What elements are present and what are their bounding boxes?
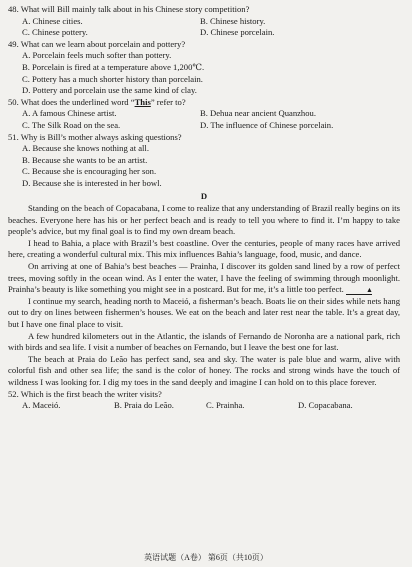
- question-50-stem: [8, 97, 400, 109]
- option-52-d: D. Copacabana.: [298, 400, 353, 411]
- passage-paragraph-3-text: On arriving at one of Bahia’s best beaches — Prainha, I discover its golden sand lined by a row of perfect trees, moving softly in the ocean wind. As I enter the water, I have the feeling of swimming through moonlight. Prainha’s beauty is like something you might see in a postcard. But for me, it’s a little too perfect.: [8, 261, 400, 295]
- question-51-options: [8, 143, 400, 189]
- option-52-a: A. Maceió.: [22, 400, 61, 411]
- option-50-a: A. A famous Chinese artist.: [22, 108, 117, 119]
- option-49-c: C. Pottery has a much shorter history than porcelain.: [22, 73, 203, 84]
- question-48-options: [8, 16, 400, 39]
- answer-blank: ▲: [346, 286, 372, 295]
- option-51-c: C. Because she is encouraging her son.: [22, 166, 157, 177]
- option-51-b: B. Because she wants to be an artist.: [22, 154, 148, 165]
- question-49: [8, 39, 400, 97]
- question-49-options: [8, 50, 400, 96]
- question-49-stem: 49. What can we learn about porcelain and pottery?: [8, 38, 186, 49]
- question-52-options: [8, 400, 400, 412]
- option-52-b: B. Praia do Leão.: [114, 400, 174, 411]
- option-50-c: C. The Silk Road on the sea.: [22, 119, 121, 130]
- option-49-a: A. Porcelain feels much softer than pottery.: [22, 50, 172, 61]
- page-footer: 英语试题（A卷） 第6页（共10页）: [144, 553, 268, 563]
- option-48-a: A. Chinese cities.: [22, 15, 83, 26]
- option-50-b: B. Dehua near ancient Quanzhou.: [200, 108, 316, 119]
- question-50-stem-end: ” refer to?: [150, 96, 186, 107]
- question-51: [8, 132, 400, 190]
- option-48-c: C. Chinese pottery.: [22, 27, 88, 38]
- question-51-stem: 51. Why is Bill’s mother always asking questions?: [8, 131, 182, 142]
- option-52-c: C. Prainha.: [206, 400, 245, 411]
- question-50: [8, 97, 400, 132]
- option-48-b: B. Chinese history.: [200, 15, 266, 26]
- option-49-d: D. Pottery and porcelain use the same kind of clay.: [22, 85, 197, 96]
- question-50-options: [8, 108, 400, 131]
- underlined-word: This: [134, 96, 151, 107]
- passage-paragraph-1: Standing on the beach of Copacabana, I come to realize that any understanding of Brazil really begins on its beaches. Everyone here has his or her perfect beach and is ready to tell you where to find it. I’m happy to take people’s advice, but my final goal is to find my own dream beach.: [8, 203, 400, 237]
- passage-paragraph-2: I head to Bahia, a place with Brazil’s best coastline. Over the centuries, people of many races have arrived here, creating a wonderful cultural mix. This mix influences Bahia’s language, food, music, and dance.: [8, 237, 400, 260]
- question-52-stem: 52. Which is the first beach the writer visits?: [8, 388, 162, 399]
- passage-paragraph-5: A few hundred kilometers out in the Atlantic, the islands of Fernando de Noronha are a national park, rich with birds and sea life. I visit a number of beaches on Fernando, but I leave the best one for last.: [8, 330, 400, 353]
- option-51-d: D. Because she is interested in her bowl.: [22, 177, 162, 188]
- question-48-stem: 48. What will Bill mainly talk about in his Chinese story competition?: [8, 4, 250, 14]
- option-50-d: D. The influence of Chinese porcelain.: [200, 119, 334, 130]
- option-48-d: D. Chinese porcelain.: [200, 27, 275, 38]
- passage-paragraph-6: The beach at Praia do Leão has perfect sand, sea and sky. The water is pale blue and warm, alive with colorful fish and other sea life; the sand is the color of honey. The rocks and strong winds have the touch of wildness I was looking for. I dig my toes in the sand deeply and imagine I can hold on to this place forever.: [8, 353, 400, 387]
- passage-paragraph-3: [8, 261, 400, 296]
- section-heading: D: [200, 190, 208, 201]
- passage-paragraph-4: I continue my search, heading north to Maceió, a fisherman’s beach. Boats lie on their sides while nets hang out to dry on lines between fishermen’s houses. We eat on the beach and later rest near the table. It’s a great day, but I have one final place to visit.: [8, 295, 400, 330]
- question-52: [8, 389, 400, 412]
- question-50-stem-start: 50. What does the underlined word “: [8, 96, 135, 107]
- option-51-a: A. Because she knows nothing at all.: [22, 143, 149, 154]
- question-48: [8, 4, 400, 39]
- option-49-b: B. Porcelain is fired at a temperature above 1,200℃.: [22, 61, 205, 72]
